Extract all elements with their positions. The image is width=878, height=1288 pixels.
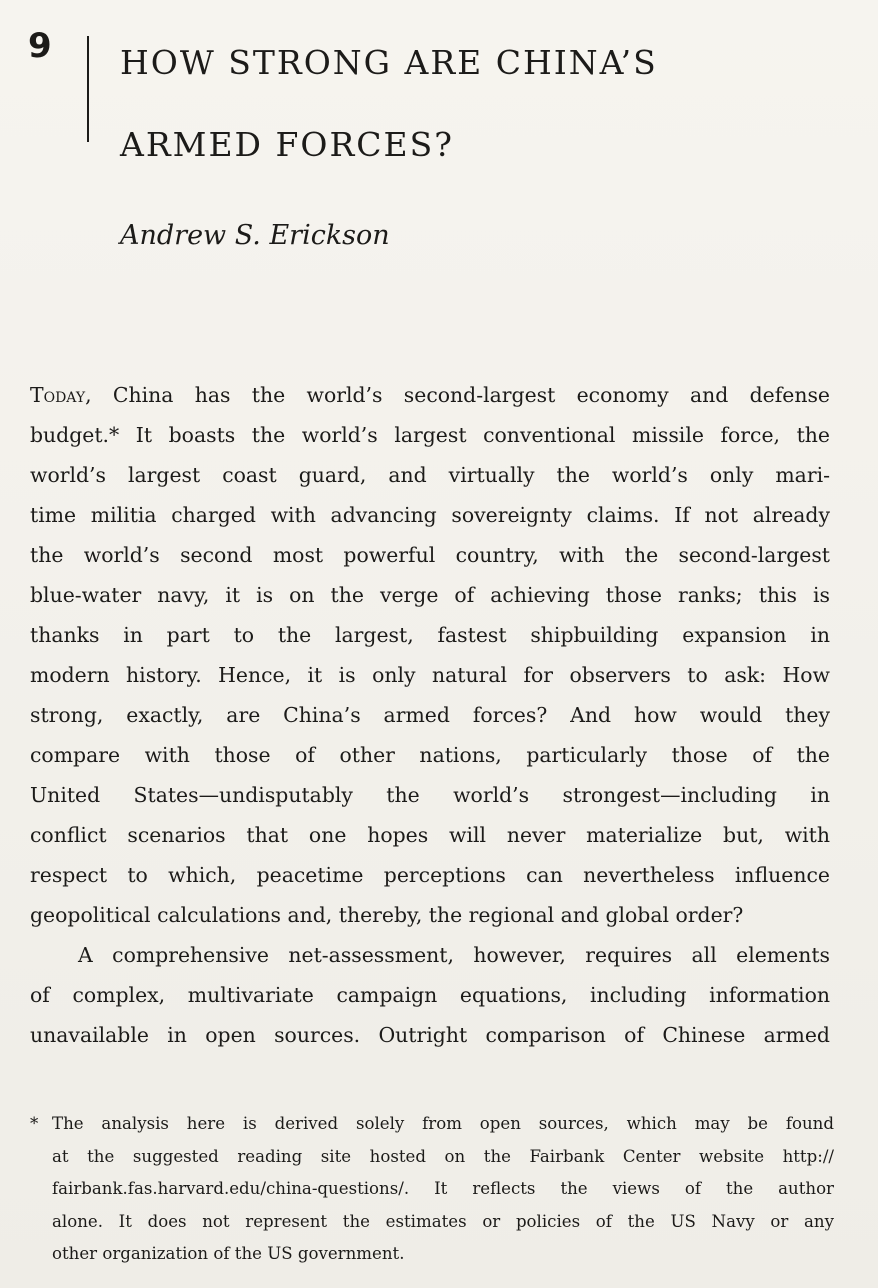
body-line [30, 375, 830, 415]
body-line: thanks in part to the largest, fastest shipbuilding expansion in [30, 623, 830, 647]
footnote-line: fairbank.fas.harvard.edu/china-questions/. It reflects the views of the author [52, 1179, 834, 1198]
body-line: United States—undisputably the world’s strongest—including in [30, 783, 830, 807]
chapter-title [120, 22, 820, 186]
body-line: conflict scenarios that one hopes will never materialize but, with [30, 823, 830, 847]
chapter-number: 9 [28, 26, 52, 66]
body-line: world’s largest coast guard, and virtually the world’s only mari- [30, 463, 830, 487]
lead-word: Today [30, 383, 86, 407]
body-line: unavailable in open sources. Outright comparison of Chinese armed [30, 1023, 830, 1047]
body-line: time militia charged with advancing sovereignty claims. If not already [30, 503, 830, 527]
chapter-author: Andrew S. Erickson [120, 220, 390, 251]
footnote-line: alone. It does not represent the estimates or policies of the US Navy or any [52, 1211, 834, 1231]
footnote-line-text: The analysis here is derived solely from open sources, which may be found [52, 1114, 834, 1133]
body-line: the world’s second most powerful country, with the second-largest [30, 543, 830, 567]
footnote-line: other organization of the US government. [52, 1244, 405, 1263]
footnote-line: at the suggested reading site hosted on the Fairbank Center website http:// [52, 1146, 834, 1166]
body-line-text: , China has the world’s second-largest economy and defense [85, 383, 830, 407]
body-line: A comprehensive net-assessment, however, requires all elements [78, 943, 830, 967]
body-paragraphs [30, 375, 830, 1055]
chapter-divider-rule [87, 36, 89, 142]
body-line: modern history. Hence, it is only natural for observers to ask: How [30, 663, 830, 687]
body-line: compare with those of other nations, particularly those of the [30, 743, 830, 767]
body-line: respect to which, peacetime perceptions can nevertheless influence [30, 863, 830, 887]
footnote-marker: * [30, 1114, 39, 1133]
body-line: blue-water navy, it is on the verge of achieving those ranks; this is [30, 583, 830, 607]
body-line: geopolitical calculations and, thereby, the regional and global order? [30, 903, 744, 927]
body-line: of complex, multivariate campaign equations, including information [30, 983, 830, 1007]
footnote-line [30, 1108, 834, 1141]
body-line: strong, exactly, are China’s armed forces? And how would they [30, 703, 830, 727]
body-line: budget.* It boasts the world’s largest conventional missile force, the [30, 423, 830, 447]
chapter-title-line-2: ARMED FORCES? [120, 125, 454, 164]
chapter-title-line-1: HOW STRONG ARE CHINA’S [120, 43, 658, 82]
footnote [30, 1108, 834, 1271]
